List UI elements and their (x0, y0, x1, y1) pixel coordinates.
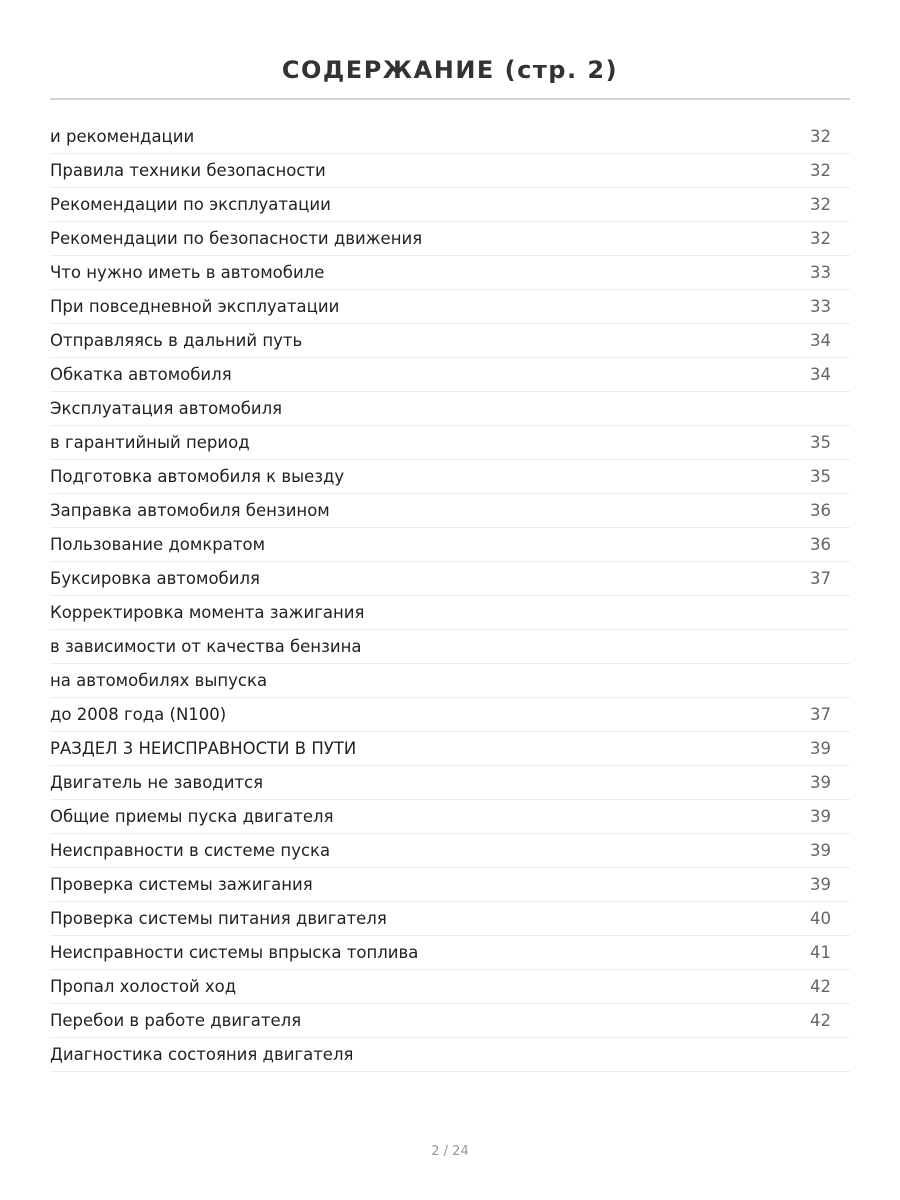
toc-entry (50, 1038, 850, 1072)
toc-entry-page-number: 32 (810, 161, 831, 180)
toc-entry (50, 154, 850, 188)
page-title: СОДЕРЖАНИЕ (стр. 2) (281, 56, 619, 85)
toc-entry-page-number: 37 (810, 569, 831, 588)
toc-list (50, 120, 850, 1072)
toc-entry-label: Буксировка автомобиля (50, 569, 260, 588)
toc-entry-label: Рекомендации по эксплуатации (50, 195, 331, 214)
toc-entry-label: Неисправности в системе пуска (50, 841, 331, 860)
toc-entry-page-number: 42 (810, 977, 831, 996)
toc-entry-page-number: 40 (810, 909, 831, 928)
toc-entry-label: При повседневной эксплуатации (50, 297, 340, 316)
toc-entry (50, 290, 850, 324)
toc-entry-label: Неисправности системы впрыска топлива (50, 943, 419, 962)
toc-entry-label: Что нужно иметь в автомобиле (50, 263, 325, 282)
toc-entry-page-number: 36 (810, 535, 831, 554)
toc-entry-page-number: 32 (810, 127, 831, 146)
toc-entry-label: Пользование домкратом (50, 535, 266, 554)
toc-entry-page-number: 36 (810, 501, 831, 520)
toc-entry (50, 766, 850, 800)
toc-entry-label: на автомобилях выпуска (50, 671, 268, 690)
toc-entry-label: Проверка системы питания двигателя (50, 909, 387, 928)
toc-entry-label: Подготовка автомобиля к выезду (50, 467, 345, 486)
toc-entry-label: Рекомендации по безопасности движения (50, 229, 423, 248)
toc-entry (50, 834, 850, 868)
toc-entry-page-number: 35 (810, 433, 831, 452)
toc-entry-page-number: 32 (810, 229, 831, 248)
toc-entry-page-number: 42 (810, 1011, 831, 1030)
toc-entry-page-number: 34 (810, 365, 831, 384)
toc-entry (50, 494, 850, 528)
toc-entry (50, 800, 850, 834)
toc-entry-label: Обкатка автомобиля (50, 365, 232, 384)
toc-entry (50, 324, 850, 358)
toc-entry (50, 1004, 850, 1038)
toc-entry-label: Перебои в работе двигателя (50, 1011, 302, 1030)
toc-entry (50, 868, 850, 902)
toc-entry-label: Двигатель не заводится (50, 773, 264, 792)
toc-entry-label: Пропал холостой ход (50, 977, 237, 996)
toc-entry (50, 936, 850, 970)
toc-entry-label: Общие приемы пуска двигателя (50, 807, 334, 826)
toc-entry (50, 358, 850, 392)
toc-entry-page-number: 33 (810, 263, 831, 282)
toc-entry-label: Диагностика состояния двигателя (50, 1045, 354, 1064)
toc-entry (50, 120, 850, 154)
toc-entry-page-number: 32 (810, 195, 831, 214)
title-divider (50, 98, 850, 100)
toc-entry (50, 392, 850, 426)
toc-entry-page-number: 35 (810, 467, 831, 486)
page-counter: 2 / 24 (431, 1144, 469, 1159)
toc-entry (50, 970, 850, 1004)
toc-entry-label: РАЗДЕЛ 3 НЕИСПРАВНОСТИ В ПУТИ (50, 739, 357, 758)
toc-entry (50, 732, 850, 766)
toc-entry-page-number: 34 (810, 331, 831, 350)
toc-entry (50, 630, 850, 664)
toc-entry (50, 596, 850, 630)
toc-entry-label: Корректировка момента зажигания (50, 603, 365, 622)
toc-entry-label: в зависимости от качества бензина (50, 637, 362, 656)
toc-entry (50, 222, 850, 256)
toc-entry-label: Эксплуатация автомобиля (50, 399, 283, 418)
toc-entry-label: и рекомендации (50, 127, 195, 146)
toc-entry (50, 188, 850, 222)
toc-entry-label: до 2008 года (N100) (50, 705, 227, 724)
toc-entry (50, 426, 850, 460)
toc-entry-label: в гарантийный период (50, 433, 250, 452)
toc-entry-page-number: 41 (810, 943, 831, 962)
toc-entry-page-number: 39 (810, 807, 831, 826)
toc-entry-label: Заправка автомобиля бензином (50, 501, 330, 520)
toc-entry-page-number: 37 (810, 705, 831, 724)
toc-entry-label: Отправляясь в дальний путь (50, 331, 303, 350)
toc-entry-label: Правила техники безопасности (50, 161, 326, 180)
toc-entry-page-number: 39 (810, 875, 831, 894)
toc-entry (50, 256, 850, 290)
toc-entry (50, 562, 850, 596)
toc-entry (50, 664, 850, 698)
toc-entry-page-number: 39 (810, 773, 831, 792)
toc-entry (50, 528, 850, 562)
toc-entry (50, 460, 850, 494)
toc-entry-page-number: 39 (810, 739, 831, 758)
toc-entry (50, 902, 850, 936)
toc-entry-page-number: 33 (810, 297, 831, 316)
toc-entry (50, 698, 850, 732)
toc-entry-label: Проверка системы зажигания (50, 875, 313, 894)
toc-entry-page-number: 39 (810, 841, 831, 860)
